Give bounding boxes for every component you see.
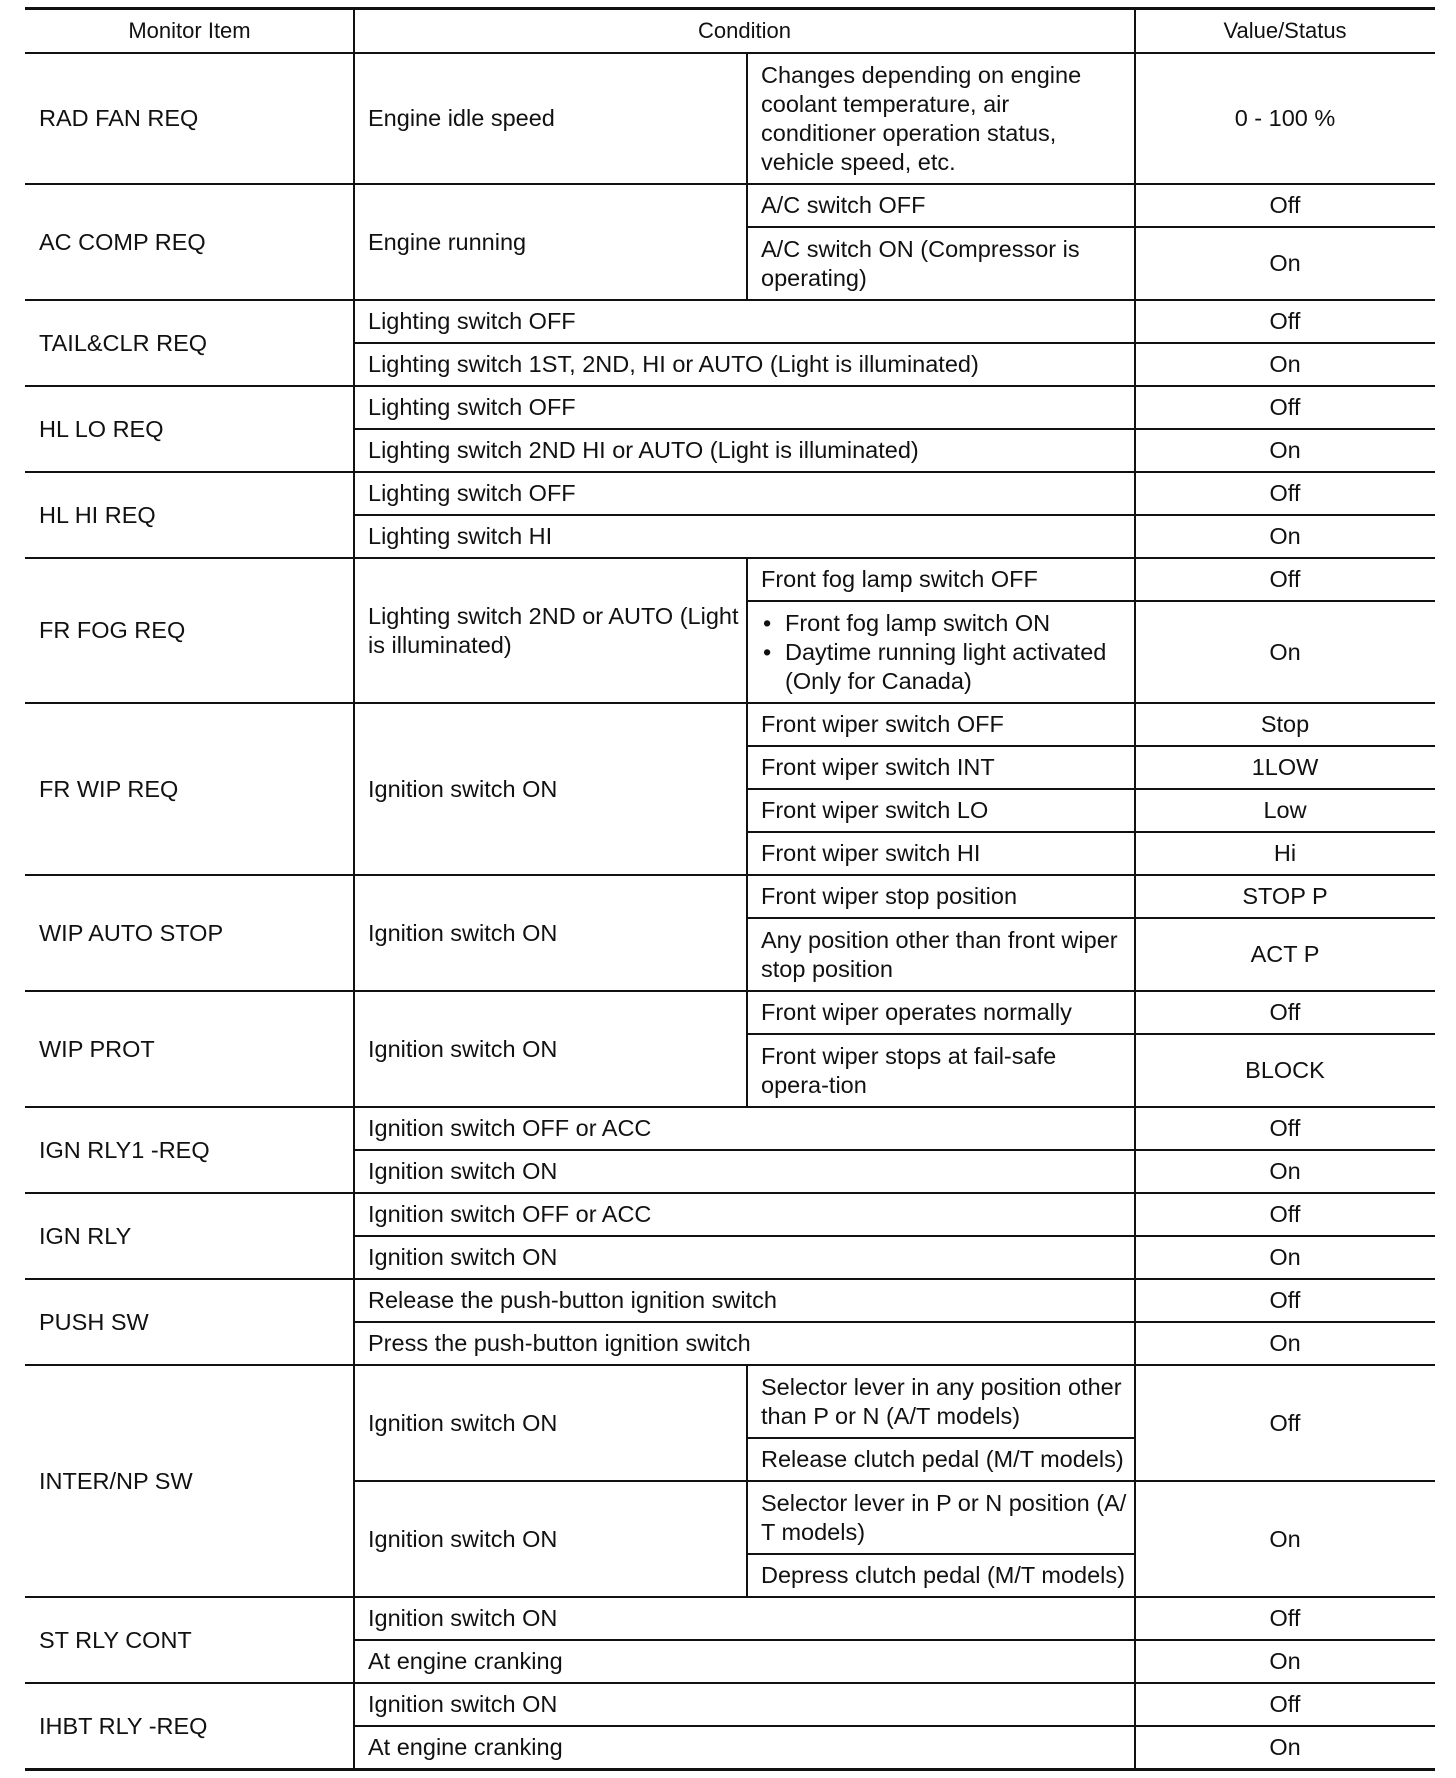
monitor-item-table	[25, 8, 1435, 1773]
condition-detail-text: Front wiper switch OFF	[761, 711, 1004, 737]
condition-detail	[747, 832, 1135, 875]
condition-detail-text: Front fog lamp switch OFF	[761, 566, 1038, 592]
bullet-list	[761, 609, 1127, 696]
value-status	[1135, 343, 1435, 386]
condition-detail	[354, 1107, 1135, 1150]
condition-detail	[747, 1438, 1135, 1481]
condition-detail	[747, 1554, 1135, 1597]
condition-detail-text: Lighting switch 1ST, 2ND, HI or AUTO (Light is illuminated)	[368, 351, 979, 377]
value-status	[1135, 1236, 1435, 1279]
monitor-item	[25, 1365, 354, 1597]
value-status-text: Off	[1269, 1201, 1301, 1227]
value-status	[1135, 227, 1435, 300]
value-status-text: Off	[1269, 394, 1301, 420]
condition-detail-text: Selector lever in any position other than P or N (A/T models)	[761, 1373, 1122, 1429]
monitor-item	[25, 991, 354, 1107]
value-status	[1135, 1150, 1435, 1193]
condition-main	[354, 991, 747, 1107]
condition-detail-text: Lighting switch OFF	[368, 394, 576, 420]
value-status	[1135, 1726, 1435, 1769]
monitor-item-text: IGN RLY	[39, 1222, 132, 1249]
header-monitor-item	[25, 8, 354, 53]
condition-detail	[354, 1640, 1135, 1683]
value-status-text: Off	[1269, 1409, 1301, 1436]
condition-detail	[747, 601, 1135, 703]
value-status	[1135, 515, 1435, 558]
header-value-status-text: Value/Status	[1223, 18, 1347, 43]
value-status	[1135, 53, 1435, 184]
value-status	[1135, 875, 1435, 918]
value-status-text: Off	[1269, 1691, 1301, 1717]
condition-detail	[747, 1365, 1135, 1438]
value-status-text: On	[1269, 250, 1301, 276]
condition-detail-text: Ignition switch ON	[368, 1605, 558, 1631]
monitor-item-text: TAIL&CLR REQ	[39, 329, 208, 356]
monitor-item	[25, 472, 354, 558]
monitor-item	[25, 184, 354, 300]
monitor-item	[25, 558, 354, 703]
monitor-item-text: WIP PROT	[39, 1035, 155, 1062]
condition-detail	[354, 1597, 1135, 1640]
value-status-text: Off	[1269, 1605, 1301, 1631]
condition-main-text: Ignition switch ON	[368, 919, 558, 946]
value-status-text: On	[1269, 638, 1301, 665]
condition-detail	[354, 1726, 1135, 1769]
condition-detail-text: A/C switch ON (Compressor is operating)	[761, 235, 1080, 291]
value-status-text: Off	[1269, 1287, 1301, 1313]
row-divider	[25, 1768, 1435, 1771]
value-status-text: On	[1269, 523, 1301, 549]
monitor-item-text: PUSH SW	[39, 1308, 149, 1335]
condition-main	[354, 703, 747, 875]
value-status-text: On	[1269, 351, 1301, 377]
condition-detail-text: Lighting switch OFF	[368, 308, 576, 334]
value-status-text: Off	[1269, 192, 1301, 218]
condition-detail	[747, 875, 1135, 918]
condition-detail	[354, 429, 1135, 472]
value-status-text: Low	[1263, 797, 1307, 823]
condition-detail	[747, 558, 1135, 601]
condition-detail-text: Front wiper operates normally	[761, 999, 1072, 1025]
condition-detail	[747, 227, 1135, 300]
condition-detail	[747, 746, 1135, 789]
condition-detail-text: Front wiper stops at fail-safe opera-tion	[761, 1042, 1057, 1098]
value-status-text: Off	[1269, 999, 1301, 1025]
monitor-item-text: ST RLY CONT	[39, 1626, 192, 1653]
monitor-item-text: WIP AUTO STOP	[39, 919, 224, 946]
condition-main	[354, 558, 747, 703]
condition-detail-text: Ignition switch ON	[368, 1244, 558, 1270]
condition-detail	[354, 515, 1135, 558]
monitor-item-text: RAD FAN REQ	[39, 105, 199, 131]
monitor-item	[25, 1279, 354, 1365]
value-status	[1135, 1597, 1435, 1640]
condition-main	[354, 875, 747, 991]
condition-detail	[747, 789, 1135, 832]
header-value-status	[1135, 8, 1435, 53]
value-status-text: 1LOW	[1251, 754, 1319, 780]
condition-detail-text: Ignition switch OFF or ACC	[368, 1201, 652, 1227]
condition-detail-text: Front wiper switch INT	[761, 754, 995, 780]
condition-main-text: Engine running	[368, 228, 527, 255]
condition-detail	[354, 386, 1135, 429]
condition-detail-text: Front wiper switch LO	[761, 797, 989, 823]
monitor-item-text: IGN RLY1 -REQ	[39, 1136, 210, 1163]
value-status-text: 0 - 100 %	[1234, 105, 1336, 131]
value-status-text: ACT P	[1250, 941, 1320, 967]
condition-detail-text: Lighting switch 2ND HI or AUTO (Light is illuminated)	[368, 437, 919, 463]
header-condition	[354, 8, 1135, 53]
condition-main	[354, 184, 747, 300]
value-status-text: On	[1269, 1525, 1301, 1552]
value-status-text: On	[1269, 437, 1301, 463]
condition-detail	[747, 703, 1135, 746]
condition-detail	[354, 1150, 1135, 1193]
condition-detail-text: Ignition switch ON	[368, 1691, 558, 1717]
condition-main-text: Engine idle speed	[368, 105, 555, 131]
condition-detail-text: A/C switch OFF	[761, 192, 926, 218]
condition-main	[354, 1481, 747, 1597]
condition-detail	[747, 53, 1135, 184]
condition-main-text: Ignition switch ON	[368, 1035, 558, 1062]
value-status	[1135, 184, 1435, 227]
condition-detail	[747, 184, 1135, 227]
condition-detail	[354, 1683, 1135, 1726]
monitor-item	[25, 1193, 354, 1279]
monitor-item-text: HL LO REQ	[39, 415, 164, 442]
condition-detail-text: Any position other than front wiper stop position	[761, 926, 1118, 982]
value-status	[1135, 1034, 1435, 1107]
value-status	[1135, 1107, 1435, 1150]
value-status	[1135, 300, 1435, 343]
value-status-text: On	[1269, 1244, 1301, 1270]
value-status	[1135, 1683, 1435, 1726]
condition-detail	[354, 1236, 1135, 1279]
condition-detail-text: Changes depending on engine coolant temperature, air conditioner operation status, vehicle speed, etc.	[761, 61, 1082, 175]
condition-detail-text: Depress clutch pedal (M/T models)	[761, 1562, 1125, 1588]
condition-detail-text: At engine cranking	[368, 1734, 563, 1760]
condition-detail	[747, 1481, 1135, 1554]
condition-detail-text: Selector lever in P or N position (A/ T models)	[761, 1489, 1127, 1545]
value-status	[1135, 789, 1435, 832]
monitor-item	[25, 53, 354, 184]
condition-detail-text: Front wiper stop position	[761, 883, 1018, 909]
value-status	[1135, 1640, 1435, 1683]
value-status-text: On	[1269, 1158, 1301, 1184]
value-status-text: Off	[1269, 480, 1301, 506]
header-monitor-item-text: Monitor Item	[128, 18, 251, 43]
value-status	[1135, 1481, 1435, 1597]
monitor-item	[25, 1107, 354, 1193]
value-status-text: BLOCK	[1245, 1057, 1325, 1083]
monitor-item	[25, 1597, 354, 1683]
condition-detail-text: Front wiper switch HI	[761, 840, 981, 866]
condition-main-text: Ignition switch ON	[368, 775, 558, 802]
monitor-item-text: INTER/NP SW	[39, 1467, 193, 1494]
value-status	[1135, 472, 1435, 515]
value-status	[1135, 991, 1435, 1034]
monitor-item	[25, 300, 354, 386]
condition-main	[354, 1365, 747, 1481]
condition-detail	[354, 300, 1135, 343]
condition-detail-text: Lighting switch HI	[368, 523, 553, 549]
condition-detail-text: Ignition switch OFF or ACC	[368, 1115, 652, 1141]
condition-detail	[354, 472, 1135, 515]
value-status-text: On	[1269, 1734, 1301, 1760]
value-status	[1135, 558, 1435, 601]
value-status-text: Off	[1269, 1115, 1301, 1141]
condition-detail-text: Release clutch pedal (M/T models)	[761, 1446, 1124, 1472]
value-status	[1135, 703, 1435, 746]
condition-detail	[354, 343, 1135, 386]
value-status	[1135, 1365, 1435, 1481]
monitor-item	[25, 386, 354, 472]
monitor-item	[25, 875, 354, 991]
monitor-item	[25, 703, 354, 875]
value-status	[1135, 918, 1435, 991]
condition-main	[354, 53, 747, 184]
header-condition-text: Condition	[698, 18, 791, 43]
value-status	[1135, 1322, 1435, 1365]
monitor-item-text: AC COMP REQ	[39, 228, 206, 255]
condition-main-text: Ignition switch ON	[368, 1409, 558, 1436]
value-status-text: Hi	[1273, 840, 1297, 866]
bullet-item: • Daytime running light activated (Only for Canada)	[785, 638, 1127, 696]
condition-detail-text: Ignition switch ON	[368, 1158, 558, 1184]
value-status-text: Off	[1269, 566, 1301, 592]
value-status	[1135, 386, 1435, 429]
monitor-item-text: IHBT RLY -REQ	[39, 1712, 208, 1739]
value-status	[1135, 429, 1435, 472]
value-status-text: STOP P	[1242, 883, 1328, 909]
bullet-item: • Front fog lamp switch ON	[785, 609, 1127, 638]
condition-detail	[747, 991, 1135, 1034]
condition-detail	[354, 1193, 1135, 1236]
value-status	[1135, 1193, 1435, 1236]
condition-detail	[354, 1279, 1135, 1322]
monitor-item-text: FR FOG REQ	[39, 617, 186, 643]
value-status-text: On	[1269, 1330, 1301, 1356]
value-status-text: Off	[1269, 308, 1301, 334]
condition-detail-text: Release the push-button ignition switch	[368, 1287, 777, 1313]
condition-main-text: Ignition switch ON	[368, 1525, 558, 1552]
condition-detail-text: Lighting switch OFF	[368, 480, 576, 506]
condition-detail	[354, 1322, 1135, 1365]
monitor-item	[25, 1683, 354, 1769]
value-status-text: On	[1269, 1648, 1301, 1674]
value-status	[1135, 746, 1435, 789]
condition-detail-text: Press the push-button ignition switch	[368, 1330, 751, 1356]
value-status	[1135, 832, 1435, 875]
column-divider	[353, 8, 355, 53]
condition-detail	[747, 918, 1135, 991]
monitor-item-text: FR WIP REQ	[39, 775, 179, 802]
value-status-text: Stop	[1260, 711, 1310, 737]
condition-detail	[747, 1034, 1135, 1107]
value-status	[1135, 601, 1435, 703]
condition-detail-text: At engine cranking	[368, 1648, 563, 1674]
monitor-item-text: HL HI REQ	[39, 501, 156, 528]
column-divider	[1134, 8, 1136, 53]
value-status	[1135, 1279, 1435, 1322]
condition-main-text: Lighting switch 2ND or AUTO (Light is illuminated)	[368, 602, 739, 658]
